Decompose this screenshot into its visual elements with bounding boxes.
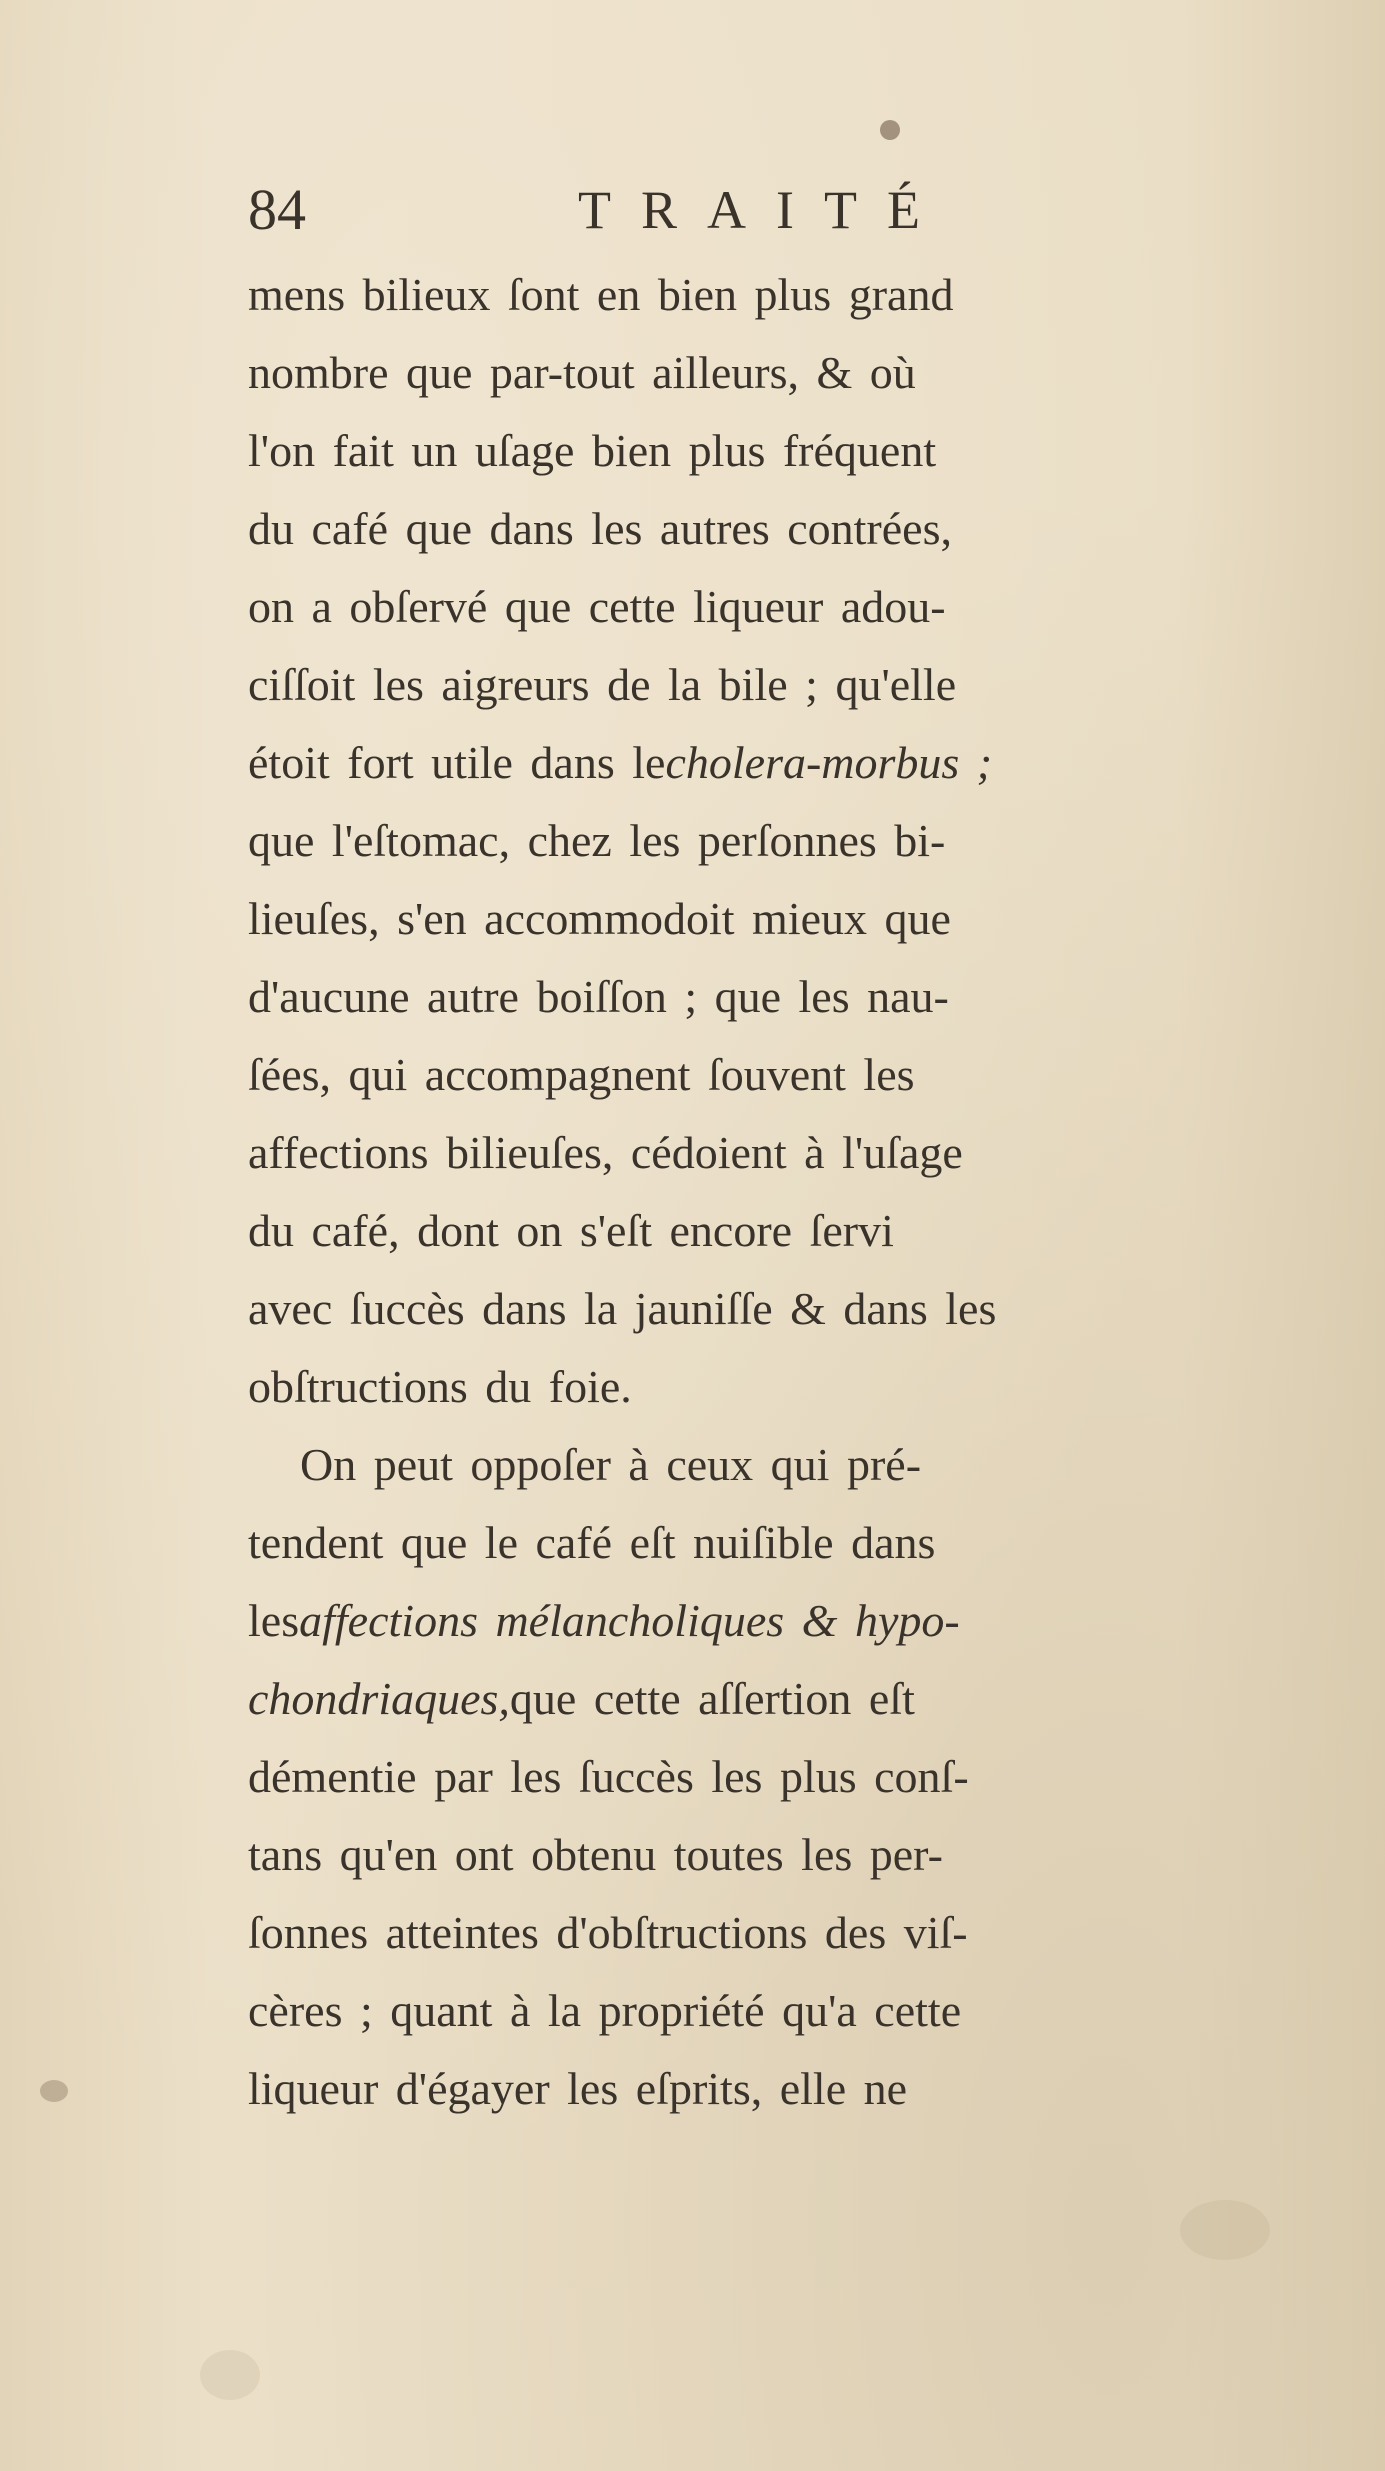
paper-stain [1180,2200,1270,2260]
italic-term: affections mélancholiques & hypo- [299,1595,960,1646]
text-line: l'on fait un uſage bien plus fréquent [248,425,937,476]
italic-term: chondriaques, [248,1673,510,1724]
text-line: lesaffections mélancholiques & hypo- [248,1582,1248,1660]
text-line: On peut oppoſer à ceux qui pré- [300,1439,922,1490]
text-line: nombre que par-tout ailleurs, & où [248,347,916,398]
text-line: tans qu'en ont obtenu toutes les per- [248,1829,943,1880]
text-line: que l'eſtomac, chez les perſonnes bi- [248,815,946,866]
text-line: obſtructions du foie. [248,1361,632,1412]
text-line: d'aucune autre boiſſon ; que les nau- [248,971,949,1022]
text-line: ſées, qui accompagnent ſouvent les [248,1049,915,1100]
page-header [248,170,1198,250]
text-line: avec ſuccès dans la jauniſſe & dans les [248,1283,997,1334]
paper-stain [40,2080,68,2102]
text-line: affections bilieuſes, cédoient à l'uſage [248,1127,963,1178]
text-line: chondriaques,que cette aſſertion eſt [248,1660,1248,1738]
paper-stain [880,120,900,140]
text-line: du café, dont on s'eſt encore ſervi [248,1205,894,1256]
paper-stain [200,2350,260,2400]
running-title: TRAITÉ [578,180,950,240]
text-line: démentie par les ſuccès les plus conſ- [248,1751,969,1802]
text-line: liqueur d'égayer les eſprits, elle ne [248,2063,908,2114]
text-line: lieuſes, s'en accommodoit mieux que [248,893,951,944]
text-line: on a obſervé que cette liqueur adou- [248,581,946,632]
text-line: mens bilieux ſont en bien plus grand [248,269,954,320]
italic-term: cholera-morbus ; [665,737,993,788]
text-line: du café que dans les autres contrées, [248,503,952,554]
body-text [248,256,1248,2128]
text-line: étoit fort utile dans lecholera-morbus ; [248,724,1248,802]
page-number: 84 [248,177,306,242]
text-line: ſonnes atteintes d'obſtructions des viſ- [248,1907,968,1958]
text-line: tendent que le café eſt nuiſible dans [248,1517,936,1568]
text-line: ciſſoit les aigreurs de la bile ; qu'elle [248,659,957,710]
text-line: cères ; quant à la propriété qu'a cette [248,1985,962,2036]
